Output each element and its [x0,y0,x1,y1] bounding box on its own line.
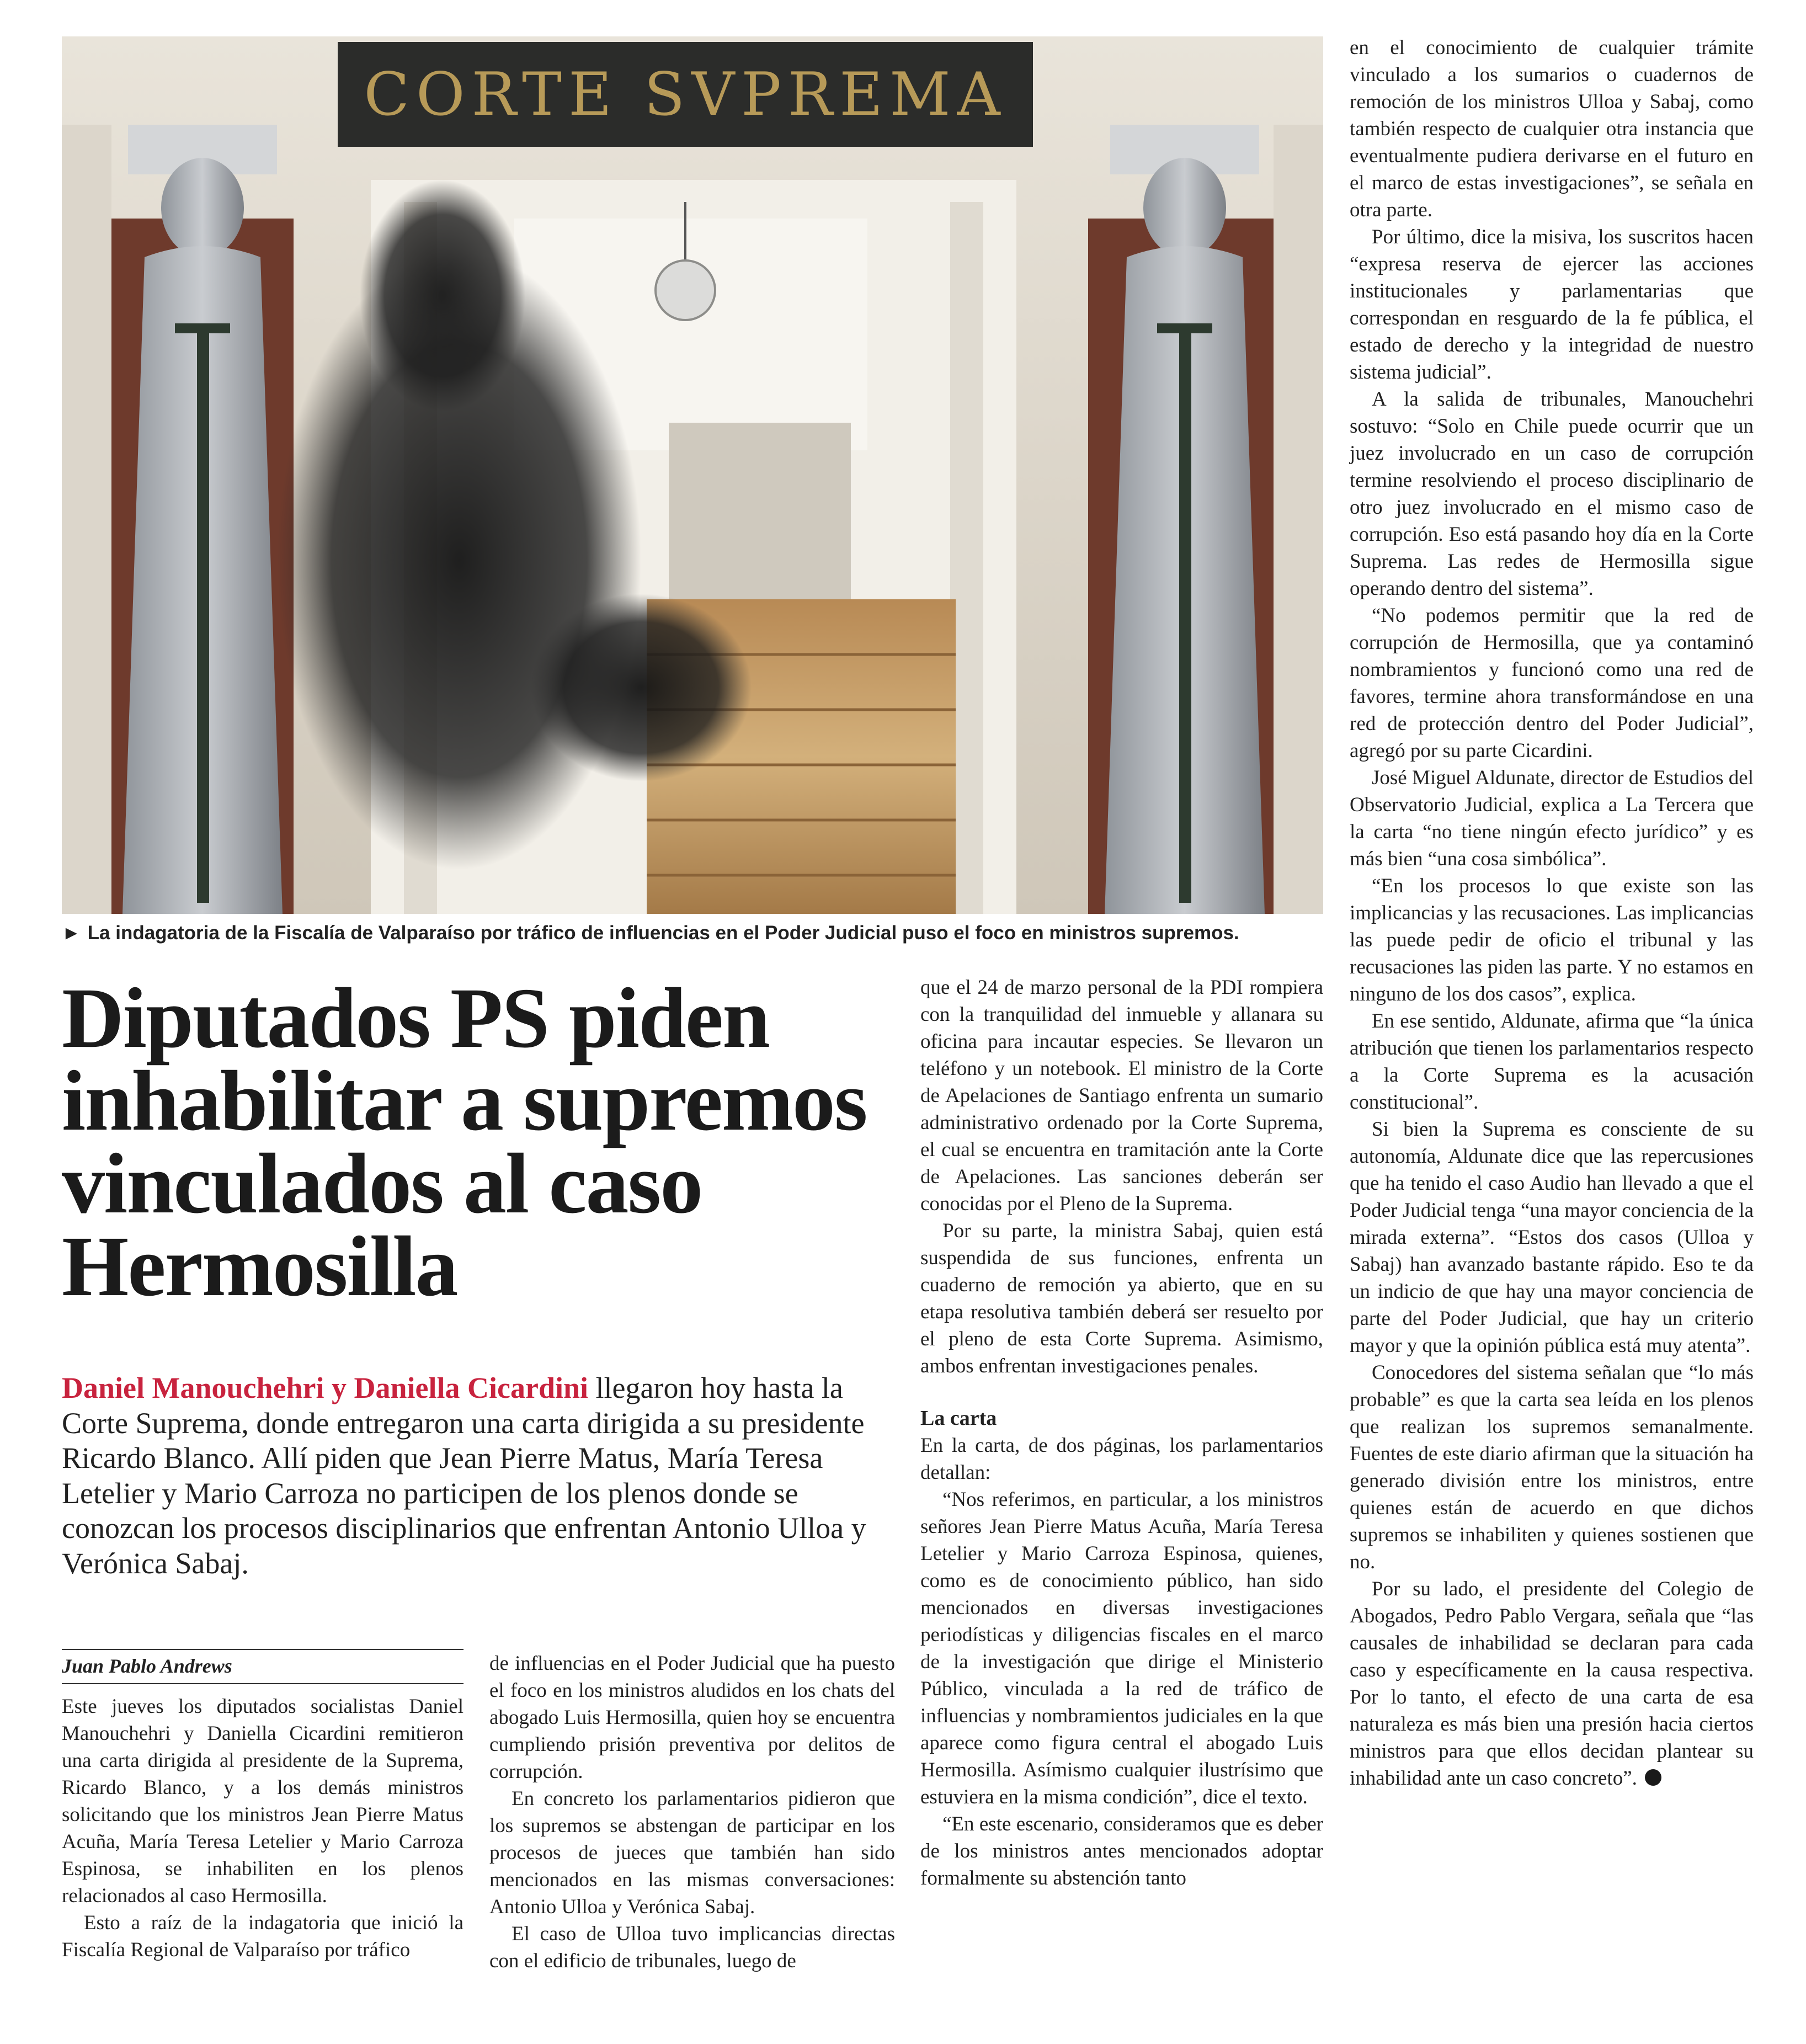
paragraph: El caso de Ulloa tuvo implicancias directas con el edificio de tribunales, luego de [489,1923,895,1972]
paragraph: A la salida de tribunales, Manouchehri sostuvo: “Solo en Chile puede ocurrir que un juez involucrado en un caso de corrupción termine resolviendo el proceso disciplinario de otro juez involucrado en el mismo caso de corrupción. Eso está pasando hoy día en la Corte Suprema. Las redes de Hermosilla sigue operando dentro del sistema”. [1350,388,1754,600]
paragraph-text: Por su lado, el presidente del Colegio de Abogados, Pedro Pablo Vergara, señala que “las causales de inhabilidad se declaran para cada caso y específicamente en la causa respectiva. Por lo tanto, el efecto de una carta de esa naturaleza es más bien una presión hacia ciertos ministros para que ellos decidan plantear su inhabilidad ante un caso concreto”. [1350,1578,1754,1790]
body-column-3 [920,974,1323,1892]
paragraph: “En este escenario, consideramos que es deber de los ministros antes mencionados adoptar formalmente su abstención tanto [920,1813,1323,1889]
photo-caption [62,923,1323,944]
lead-names: Daniel Manouchehri y Daniella Cicardini [62,1371,589,1404]
paragraph: José Miguel Aldunate, director de Estudios del Observatorio Judicial, explica a La Tercera que la carta “no tiene ningún efecto jurídico” y es más bien “una cosa simbólica”. [1350,766,1754,870]
paragraph: que el 24 de marzo personal de la PDI rompiera con la tranquilidad del inmueble y allanara su oficina para incautar especies. Se llevaron un teléfono y un notebook. El ministro de la Corte de Apelaciones de Santiago enfrenta un sumario administrativo ordenado por la Corte Suprema, el cual se encuentra en tramitación ante la Corte de Apelaciones. Las sanciones deberán ser conocidas por el Pleno de la Suprema. [920,976,1323,1215]
headline: Diputados PS piden inhabilitar a supremos vinculados al caso Hermosilla [62,970,867,1314]
subhead: La carta [920,1407,997,1430]
paragraph [1350,1575,1754,1792]
lead-text: llegaron hoy hasta la Corte Suprema, donde entregaron una carta dirigida a su presidente Ricardo Blanco. Allí piden que Jean Pierre Matus, María Teresa Letelier y Mario Carroza no participen de los plenos donde se conozcan los procesos disciplinarios que enfrentan Antonio Ulloa y Verónica Sabaj. [62,1371,866,1580]
paragraph: “No podemos permitir que la red de corrupción de Hermosilla, que ya contaminó nombramientos y funcionó como una red de favores, termine ahora transformándose en una red de protección dentro del Poder Judicial”, agregó por su parte Cicardini. [1350,604,1754,762]
paragraph: Si bien la Suprema es consciente de su autonomía, Aldunate dice que las repercusiones que ha tenido el caso Audio han llevado a que el Poder Judicial tenga “una mayor conciencia de la mirada externa”. “Estos dos casos (Ulloa y Sabaj) han avanzado bastante rápido. Eso te da un indicio de que hay una mayor conciencia de parte del Poder Judicial, que hay un criterio mayor y que la opinión pública está muy atenta”. [1350,1118,1754,1357]
paragraph: Por último, dice la misiva, los suscritos hacen “expresa reserva de ejercer las acciones institucionales y parlamentarias que correspondan en resguardo de la fe pública, el estado de derecho y la integridad de nuestro sistema judicial”. [1350,226,1754,384]
paragraph: “En los procesos lo que existe son las implicancias y las recusaciones. Las implicancias las puede pedir de oficio el tribunal y las recusaciones las piden las parte. Y no estamos en ninguno de los dos casos”, explica. [1350,875,1754,1005]
inscription-text: CORTE SVPREMA [364,60,1007,129]
court-entrance-illustration [62,36,1323,914]
paragraph: “Nos referimos, en particular, a los ministros señores Jean Pierre Matus Acuña, María Teresa Letelier y Mario Carroza Espinosa, quienes, como es de conocimiento público, han sido mencionados en diversas investigaciones periodísticas y diligencias fiscales en el marco de la investigación que dirige el Ministerio Público, vinculada a la red de tráfico de influencias y nombramientos judiciales en la que aparece como figura central el abogado Luis Hermosilla. Asímismo cualquier ilustrísimo que estuviera en la misma condición”, dice el texto. [920,1488,1323,1808]
paragraph: En ese sentido, Aldunate, afirma que “la única atribución que tienen los parlamentarios respecto a la Corte Suprema es la acusación constitucional”. [1350,1010,1754,1114]
article-photo [62,36,1323,914]
paragraph: de influencias en el Poder Judicial que ha puesto el foco en los ministros aludidos en los chats del abogado Luis Hermosilla, quien hoy se encuentra cumpliendo prisión preventiva por delitos de corrupción. [489,1652,895,1783]
paragraph: Conocedores del sistema señalan que “lo más probable” es que la carta sea leída en los plenos que realizan los supremos semanalmente. Fuentes de este diario afirman que la situación ha generado división entre los ministros, entre quienes están de acuerdo en que dichos supremos se inhabiliten y quienes sostienen que no. [1350,1361,1754,1573]
end-mark-icon [1645,1769,1661,1786]
body-column-4 [1350,34,1754,1792]
lead-paragraph [62,1371,901,1582]
byline-top-rule [62,1649,464,1650]
paragraph: Este jueves los diputados socialistas Daniel Manouchehri y Daniella Cicardini remitieron una carta dirigida al presidente de la Suprema, Ricardo Blanco, y a los demás ministros solicitando que los ministros Jean Pierre Matus Acuña, María Teresa Letelier y Mario Carroza Espinosa, se inhabiliten en los plenos relacionados al caso Hermosilla. [62,1695,464,1907]
body-column-2 [489,1650,895,1974]
paragraph: en el conocimiento de cualquier trámite vinculado a los sumarios o cuadernos de remoción de los ministros Ulloa y Sabaj, como también respecto de cualquier otra instancia que eventualmente pudiera derivarse en el futuro en el marco de estas investigaciones”, se señala en otra parte. [1350,36,1754,221]
byline: Juan Pablo Andrews [62,1655,232,1677]
paragraph: En la carta, de dos páginas, los parlamentarios detallan: [920,1434,1323,1484]
paragraph: Por su parte, la ministra Sabaj, quien está suspendida de sus funciones, enfrenta un cuaderno de remoción ya abierto, que en su etapa resolutiva también deberá ser resuelto por el pleno de esta Corte Suprema. Asimismo, ambos enfrentan investigaciones penales. [920,1220,1323,1377]
body-column-1 [62,1693,464,1963]
paragraph: En concreto los parlamentarios pidieron que los supremos se abstengan de participar en los procesos de jueces que también han sido mencionados en las mismas conversaciones: Antonio Ulloa y Verónica Sabaj. [489,1787,895,1918]
caption-text: La indagatoria de la Fiscalía de Valparaíso por tráfico de influencias en el Poder Judicial puso el foco en ministros supremos. [87,922,1239,944]
byline-bottom-rule [62,1683,464,1684]
caption-arrow-icon: ► [62,922,81,944]
paragraph: Esto a raíz de la indagatoria que inició la Fiscalía Regional de Valparaíso por tráfico [62,1912,464,1961]
